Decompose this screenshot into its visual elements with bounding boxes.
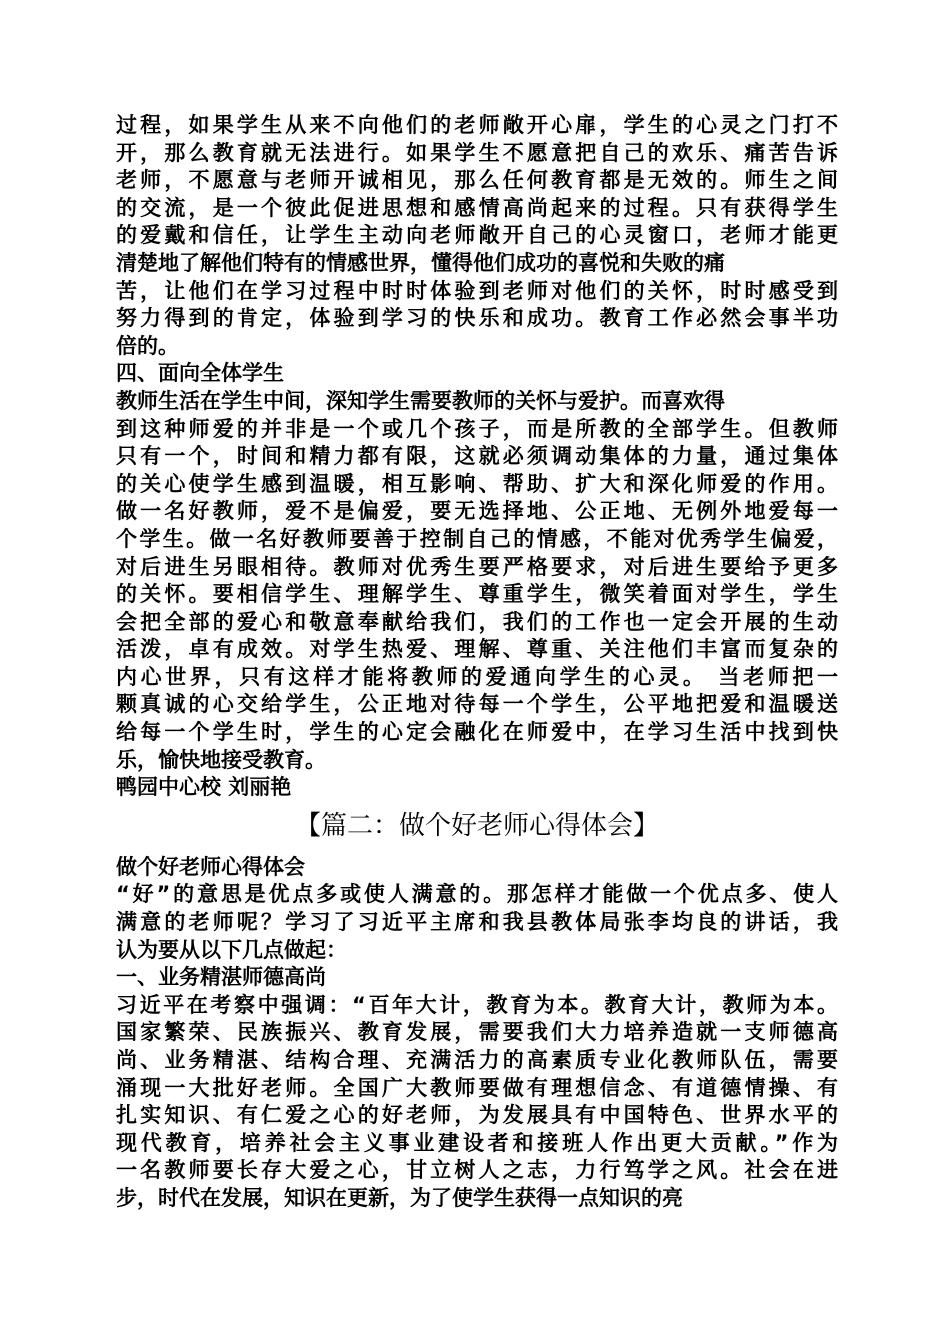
text-line: 一、业务精湛师德高尚 (116, 965, 326, 990)
text-line: 开，那么教育就无法进行。如果学生不愿意把自己的欢乐、痛苦告诉 (116, 140, 838, 165)
text-line: 倍的。 (116, 333, 179, 358)
text-line: 只有一个，时间和精力都有限，这就必须调动集体的力量，通过集体 (116, 444, 838, 469)
text-line: 颗真诚的心交给学生，公正地对待每一个学生，公平地把爱和温暖送 (116, 692, 838, 717)
text-line: 苦，让他们在学习过程中时时体验到老师对他们的关怀，时时感受到 (116, 278, 838, 303)
text-line: 会把全部的爱心和敬意奉献给我们，我们的工作也一定会开展的生动 (116, 609, 838, 634)
text-line: 现代教育，培养社会主义事业建设者和接班人作出更大贡献。”作为 (116, 1130, 838, 1155)
text-line: 习近平在考察中强调：“百年大计，教育为本。教育大计，教师为本。 (116, 992, 838, 1017)
section-title: 【篇二：做个好老师心得体会】 (294, 810, 659, 841)
text-line: 步，时代在发展，知识在更新，为了使学生获得一点知识的亮 (116, 1185, 683, 1210)
text-line: 个学生。做一名好教师要善于控制自己的情感，不能对优秀学生偏爱， (116, 526, 838, 551)
essay-part-one (116, 112, 838, 802)
text-line: 到这种师爱的并非是一个或几个孩子，而是所教的全部学生。但教师 (116, 416, 838, 441)
text-line: 努力得到的肯定，体验到学习的快乐和成功。教育工作必然会事半功 (116, 306, 838, 331)
text-line: 四、面向全体学生 (116, 361, 284, 386)
text-line: 内心世界，只有这样才能将教师的爱通向学生的心灵。 当老师把一 (116, 664, 838, 689)
text-line: 对后进生另眼相待。教师对优秀生要严格要求，对后进生要给予更多 (116, 554, 838, 579)
text-line: 老师，不愿意与老师开诚相见，那么任何教育都是无效的。师生之间 (116, 168, 838, 193)
text-line: 认为要从以下几点做起： (116, 937, 347, 962)
text-line: 的关心使学生感到温暖，相互影响、帮助、扩大和深化师爱的作用。 (116, 471, 838, 496)
text-line: 清楚地了解他们特有的情感世界，懂得他们成功的喜悦和失败的痛 (116, 250, 725, 275)
text-line: 尚、业务精湛、结构合理、充满活力的高素质专业化教师队伍，需要 (116, 1048, 838, 1072)
text-line: 扎实知识、有仁爱之心的好老师，为发展具有中国特色、世界水平的 (116, 1103, 838, 1128)
text-line: 过程，如果学生从来不向他们的老师敞开心扉，学生的心灵之门打不 (116, 113, 838, 137)
text-line: 的爱戴和信任，让学生主动向老师敞开自己的心灵窗口，老师才能更 (116, 223, 838, 248)
text-line: 教师生活在学生中间，深知学生需要教师的关怀与爱护。而喜欢得 (116, 388, 725, 413)
text-line: 给每一个学生时，学生的心定会融化在师爱中，在学习生活中找到快 (116, 720, 838, 745)
text-line: “好”的意思是优点多或使人满意的。那怎样才能做一个优点多、使人 (116, 882, 838, 907)
text-line: 一名教师要长存大爱之心，甘立树人之志，力行笃学之风。社会在进 (116, 1158, 838, 1183)
text-line: 国家繁荣、民族振兴、教育发展，需要我们大力培养造就一支师德高 (116, 1020, 838, 1045)
text-line: 做一名好教师，爱不是偏爱，要无选择地、公正地、无例外地爱每一 (116, 499, 838, 524)
document-page (116, 112, 838, 1213)
text-line: 鸭园中心校 刘丽艳 (116, 775, 292, 800)
text-line: 的交流，是一个彼此促进思想和感情高尚起来的过程。只有获得学生 (116, 195, 838, 220)
text-line: 的关怀。要相信学生、理解学生、尊重学生，微笑着面对学生，学生 (116, 582, 838, 607)
text-line: 涌现一大批好老师。全国广大教师要做有理想信念、有道德情操、有 (116, 1075, 838, 1100)
text-line: 乐，愉快地接受教育。 (116, 747, 326, 772)
text-line: 做个好老师心得体会 (116, 854, 305, 879)
essay-part-two (116, 854, 838, 1213)
text-line: 活泼，卓有成效。对学生热爱、理解、尊重、关注他们丰富而复杂的 (116, 637, 838, 662)
text-line: 满意的老师呢？学习了习近平主席和我县教体局张李均良的讲话，我 (116, 910, 838, 935)
